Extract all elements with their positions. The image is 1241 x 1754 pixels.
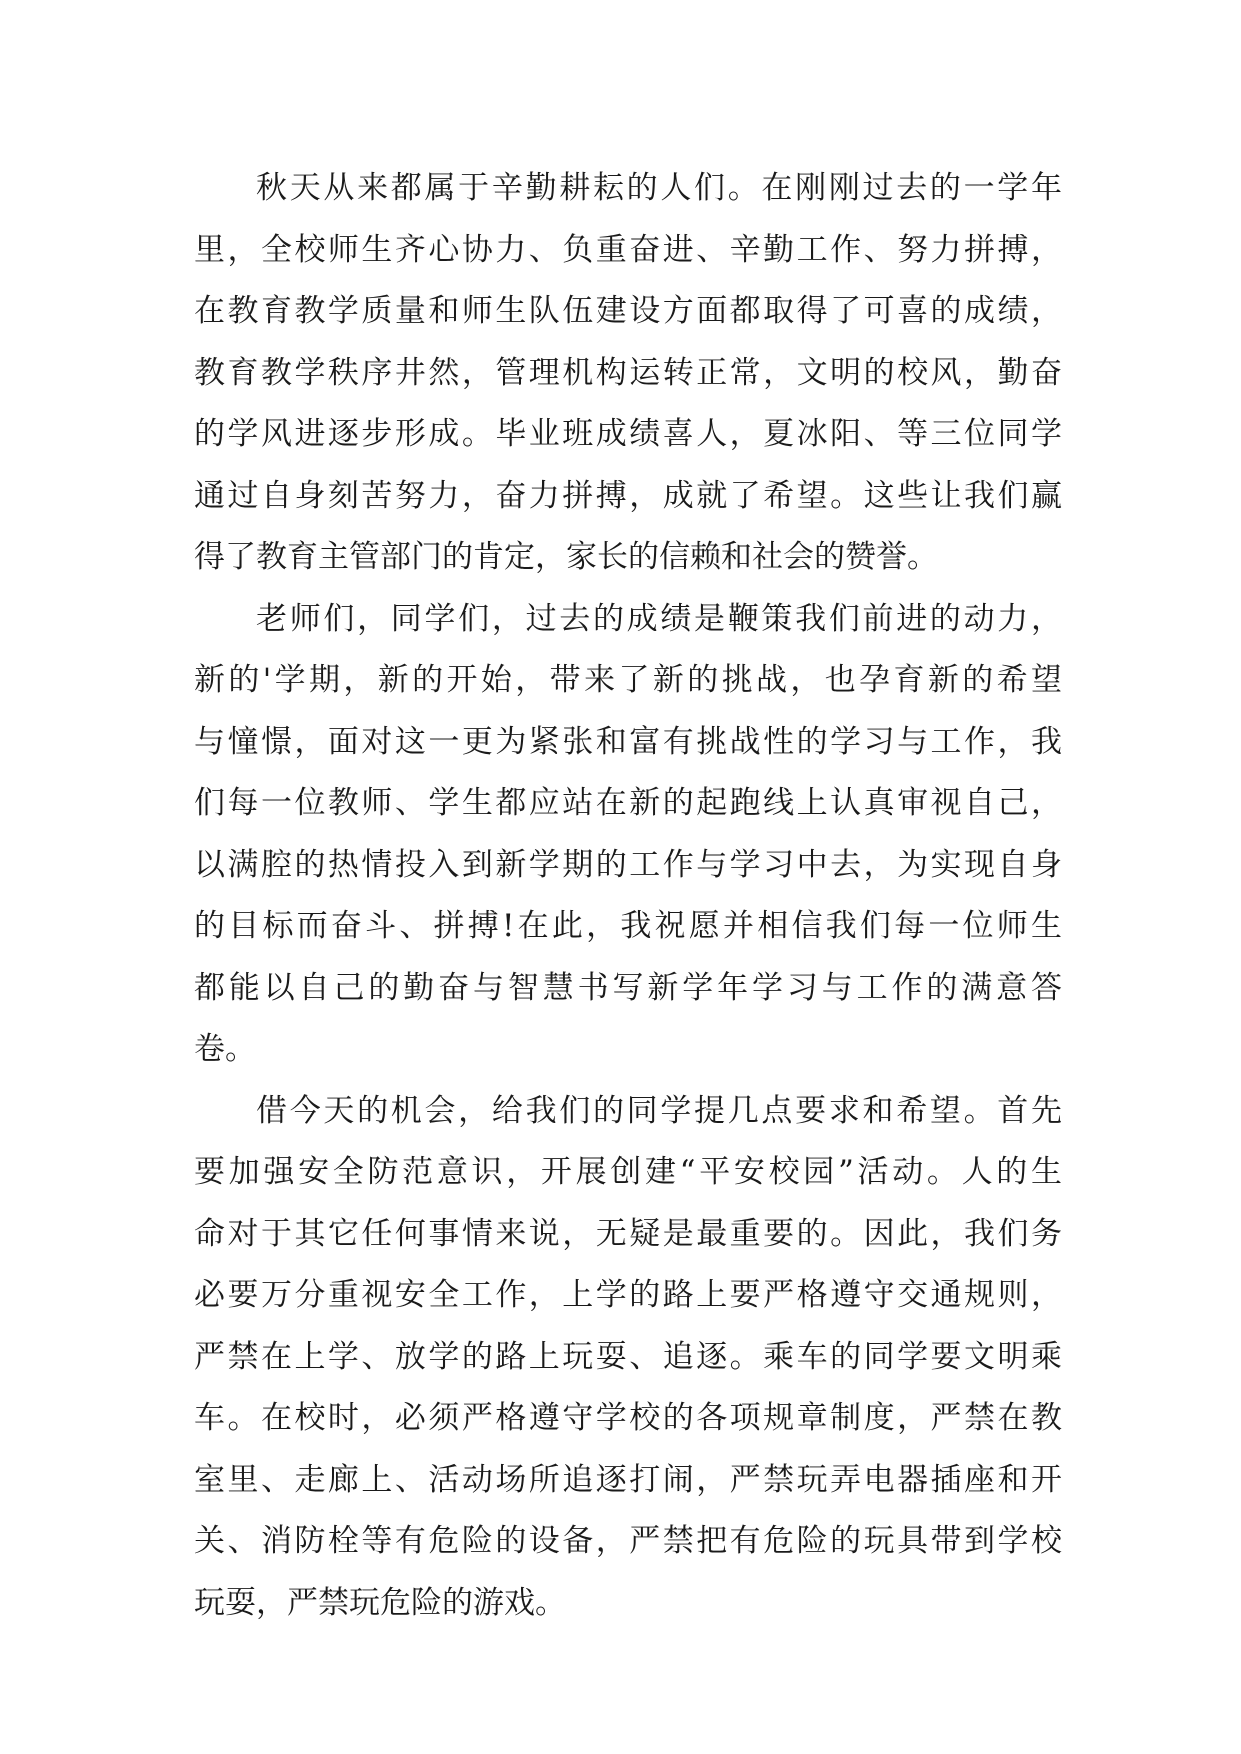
paragraph-3 (194, 1081, 1062, 1635)
paragraph-line: 新的'学期，新的开始，带来了新的挑战，也孕育新的希望 (194, 662, 1062, 698)
paragraph-line: 车。在校时，必须严格遵守学校的各项规章制度，严禁在教 (194, 1400, 1062, 1436)
paragraph-line: 的目标而奋斗、拼搏!在此，我祝愿并相信我们每一位师生 (194, 908, 1062, 944)
paragraph-line: 玩耍，严禁玩危险的游戏。 (194, 1584, 566, 1621)
paragraph-line: 在教育教学质量和师生队伍建设方面都取得了可喜的成绩， (194, 293, 1062, 329)
paragraph-line: 们每一位教师、学生都应站在新的起跑线上认真审视自己， (194, 785, 1062, 821)
paragraph-line: 严禁在上学、放学的路上玩耍、追逐。乘车的同学要文明乘 (194, 1338, 1062, 1375)
paragraph-line: 以满腔的热情投入到新学期的工作与学习中去，为实现自身 (194, 846, 1062, 883)
paragraph-line: 与憧憬，面对这一更为紧张和富有挑战性的学习与工作，我 (194, 723, 1062, 760)
paragraph-line: 得了教育主管部门的肯定，家长的信赖和社会的赞誉。 (194, 539, 938, 575)
paragraph-line: 室里、走廊上、活动场所追逐打闹，严禁玩弄电器插座和开 (194, 1461, 1062, 1498)
document-body (194, 158, 1062, 1634)
paragraph-line: 的学风进逐步形成。毕业班成绩喜人，夏冰阳、等三位同学 (194, 416, 1062, 452)
paragraph-line: 老师们，同学们，过去的成绩是鞭策我们前进的动力， (256, 600, 1062, 637)
paragraph-line: 通过自身刻苦努力，奋力拼搏，成就了希望。这些让我们赢 (194, 477, 1062, 514)
paragraph-line: 关、消防栓等有危险的设备，严禁把有危险的玩具带到学校 (194, 1523, 1062, 1559)
paragraph-line: 教育教学秩序井然，管理机构运转正常，文明的校风，勤奋 (194, 354, 1062, 391)
paragraph-line: 卷。 (194, 1031, 256, 1067)
paragraph-line: 都能以自己的勤奋与智慧书写新学年学习与工作的满意答 (194, 969, 1062, 1006)
paragraph-2 (194, 589, 1062, 1081)
paragraph-line: 秋天从来都属于辛勤耕耘的人们。在刚刚过去的一学年 (256, 170, 1062, 206)
paragraph-line: 必要万分重视安全工作，上学的路上要严格遵守交通规则， (194, 1277, 1062, 1313)
paragraph-line: 里，全校师生齐心协力、负重奋进、辛勤工作、努力拼搏， (194, 231, 1062, 268)
paragraph-line: 命对于其它任何事情来说，无疑是最重要的。因此，我们务 (194, 1215, 1062, 1252)
paragraph-line: 要加强安全防范意识，开展创建“平安校园”活动。人的生 (194, 1154, 1062, 1190)
paragraph-1 (194, 158, 1062, 589)
paragraph-line: 借今天的机会，给我们的同学提几点要求和希望。首先 (256, 1092, 1062, 1129)
